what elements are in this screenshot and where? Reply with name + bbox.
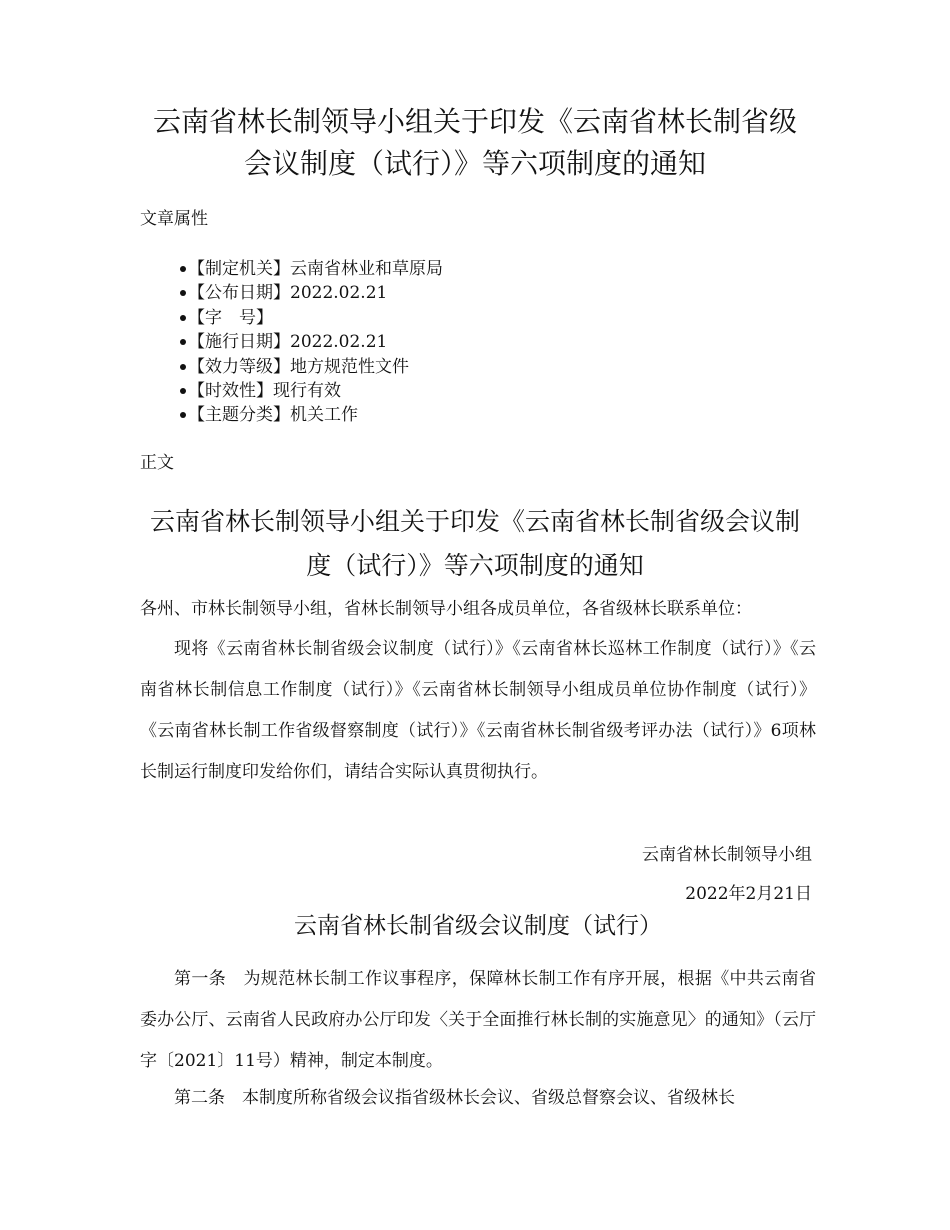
attribute-text: 【效力等级】地方规范性文件 [188,356,409,377]
attribute-text: 【施行日期】2022.02.21 [188,332,388,353]
attribute-item [140,281,443,305]
attributes-label: 文章属性 [140,209,208,229]
attribute-item [140,355,443,379]
attribute-text: 【字 号】 [188,307,273,328]
body-title-line2: 度（试行）》等六项制度的通知 [306,551,644,580]
bullet-icon [180,266,186,272]
bullet-icon [180,290,186,296]
attribute-text: 【时效性】现行有效 [188,380,341,401]
body-title-line1: 云南省林长制领导小组关于印发《云南省林长制省级会议制 [149,507,800,536]
bullet-icon [180,388,186,394]
bullet-icon [180,364,186,370]
document-title-line1: 云南省林长制领导小组关于印发《云南省林长制省级 [152,105,797,138]
attribute-item [140,403,443,427]
body-title [130,500,820,588]
attribute-item [140,257,443,281]
sub-title: 云南省林长制省级会议制度（试行） [294,913,662,939]
attribute-text: 【公布日期】2022.02.21 [188,283,388,304]
bullet-icon [180,412,186,418]
notice-paragraph: 现将《云南省林长制省级会议制度（试行）》《云南省林长巡林工作制度（试行）》《云南省林长制信息工作制度（试行）》《云南省林长制领导小组成员单位协作制度（试行）》《云南省林长制工作省级督察制度（试行）》《云南省林长制省级考评办法（试行）》6项林长制运行制度印发给你们，请结合实际认真贯彻执行。 [140,639,816,782]
bullet-icon [180,339,186,345]
attribute-item [140,306,443,330]
salutation: 各州、市林长制领导小组，省林长制领导小组各成员单位，各省级林长联系单位： [140,599,752,619]
attributes-list [140,257,443,428]
document-title-line2: 会议制度（试行）》等六项制度的通知 [243,147,706,180]
article-2: 第二条 本制度所称省级会议指省级林长会议、省级总督察会议、省级林长 [174,1088,735,1108]
issue-date: 2022年2月21日 [685,884,812,904]
attribute-text: 【主题分类】机关工作 [188,405,358,426]
bullet-icon [180,315,186,321]
attribute-item [140,379,443,403]
attribute-item [140,330,443,354]
article-1: 第一条 为规范林长制工作议事程序，保障林长制工作有序开展，根据《中共云南省委办公厅、云南省人民政府办公厅印发〈关于全面推行林长制的实施意见〉的通知》（云厅字〔2021〕11号）精神，制定本制度。 [140,969,816,1071]
body-label: 正文 [140,453,174,473]
document-title [120,101,830,185]
attribute-text: 【制定机关】云南省林业和草原局 [188,259,443,279]
signature: 云南省林长制领导小组 [642,845,812,865]
